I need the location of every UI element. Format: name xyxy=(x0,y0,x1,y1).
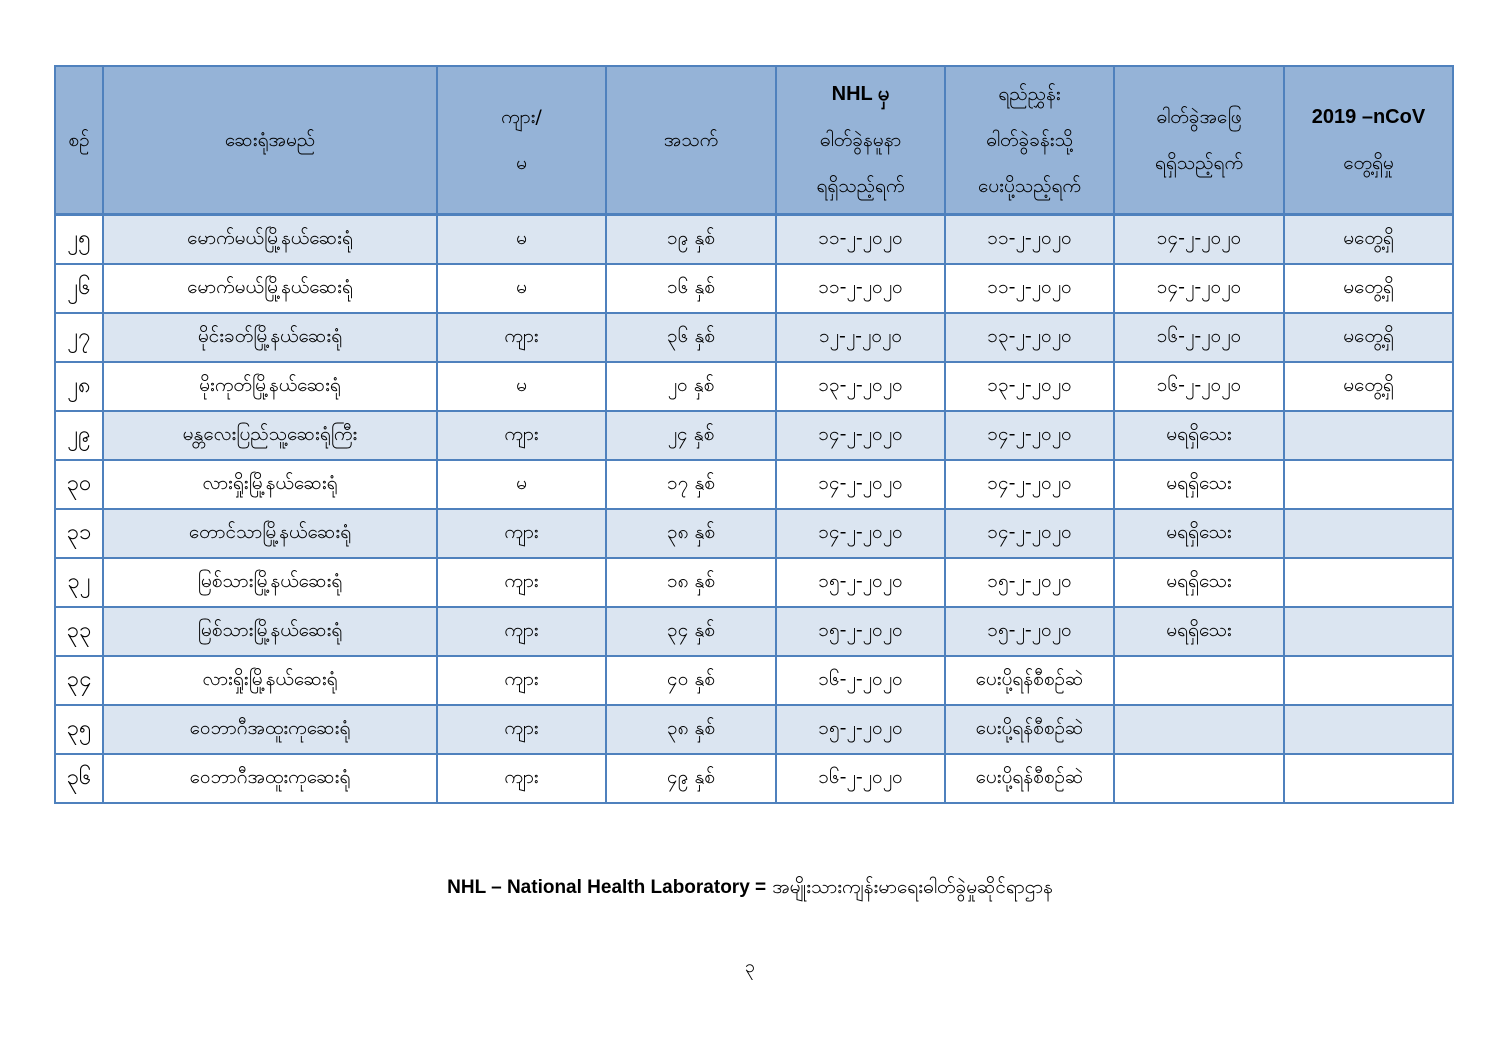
cell-age: ၁၆ နှစ် xyxy=(606,264,776,313)
header-sex: ကျား/ မ xyxy=(437,66,606,215)
cell-no: ၃၄ xyxy=(55,656,103,705)
cell-nhl-received: ၁၆-၂-၂၀၂၀ xyxy=(776,656,945,705)
table-row xyxy=(55,509,1453,558)
table-row xyxy=(55,460,1453,509)
table-body xyxy=(55,215,1453,804)
cell-sex: မ xyxy=(437,215,606,265)
cell-ncov xyxy=(1284,411,1453,460)
cell-nhl-received: ၁၄-၂-၂၀၂၀ xyxy=(776,411,945,460)
table-row xyxy=(55,656,1453,705)
cell-ncov: မတွေ့ရှိ xyxy=(1284,264,1453,313)
cell-sent-to-lab: ၁၄-၂-၂၀၂၀ xyxy=(945,411,1114,460)
cell-sex: မ xyxy=(437,362,606,411)
cell-age: ၃၈ နှစ် xyxy=(606,705,776,754)
cell-result-date: မရရှိသေး xyxy=(1114,607,1284,656)
cell-sex: မ xyxy=(437,264,606,313)
cell-ncov xyxy=(1284,656,1453,705)
cell-no: ၂၈ xyxy=(55,362,103,411)
cell-sent-to-lab: ၁၃-၂-၂၀၂၀ xyxy=(945,313,1114,362)
cell-ncov xyxy=(1284,460,1453,509)
table-row xyxy=(55,215,1453,265)
cell-result-date: ၁၄-၂-၂၀၂၀ xyxy=(1114,264,1284,313)
cell-hospital: မန္တလေးပြည်သူ့ဆေးရုံကြီး xyxy=(103,411,437,460)
cell-age: ၁၉ နှစ် xyxy=(606,215,776,265)
footnote xyxy=(0,875,1500,903)
cell-result-date xyxy=(1114,754,1284,803)
cell-sex: ကျား xyxy=(437,607,606,656)
cell-nhl-received: ၁၄-၂-၂၀၂၀ xyxy=(776,460,945,509)
cell-hospital: မြစ်သားမြို့နယ်ဆေးရုံ xyxy=(103,558,437,607)
table-header xyxy=(55,66,1453,215)
cell-age: ၃၄ နှစ် xyxy=(606,607,776,656)
cell-no: ၃၂ xyxy=(55,558,103,607)
cell-sent-to-lab: ၁၅-၂-၂၀၂၀ xyxy=(945,558,1114,607)
cell-no: ၃၁ xyxy=(55,509,103,558)
cell-sex: ကျား xyxy=(437,313,606,362)
cell-sex: ကျား xyxy=(437,509,606,558)
cell-sex: ကျား xyxy=(437,705,606,754)
cell-result-date: မရရှိသေး xyxy=(1114,509,1284,558)
cell-age: ၁၈ နှစ် xyxy=(606,558,776,607)
cell-hospital: မိုးကုတ်မြို့နယ်ဆေးရုံ xyxy=(103,362,437,411)
cell-result-date: ၁၆-၂-၂၀၂၀ xyxy=(1114,313,1284,362)
cell-age: ၂၀ နှစ် xyxy=(606,362,776,411)
cell-nhl-received: ၁၅-၂-၂၀၂၀ xyxy=(776,607,945,656)
cell-sent-to-lab: ၁၅-၂-၂၀၂၀ xyxy=(945,607,1114,656)
cell-hospital: လားရှိုးမြို့နယ်ဆေးရုံ xyxy=(103,460,437,509)
cell-nhl-received: ၁၁-၂-၂၀၂၀ xyxy=(776,264,945,313)
table-row xyxy=(55,362,1453,411)
table-row xyxy=(55,264,1453,313)
cell-result-date: မရရှိသေး xyxy=(1114,460,1284,509)
header-ncov: 2019 –nCoV တွေ့ရှိမှု xyxy=(1284,66,1453,215)
cell-sent-to-lab: ၁၃-၂-၂၀၂၀ xyxy=(945,362,1114,411)
cell-sent-to-lab: ပေးပို့ရန်စီစဉ်ဆဲ xyxy=(945,656,1114,705)
cell-sent-to-lab: ၁၁-၂-၂၀၂၀ xyxy=(945,264,1114,313)
cell-hospital: တောင်သာမြို့နယ်ဆေးရုံ xyxy=(103,509,437,558)
table-row xyxy=(55,607,1453,656)
header-no: စဉ် xyxy=(55,66,103,215)
results-table xyxy=(54,65,1454,804)
cell-nhl-received: ၁၆-၂-၂၀၂၀ xyxy=(776,754,945,803)
cell-no: ၂၇ xyxy=(55,313,103,362)
cell-result-date xyxy=(1114,656,1284,705)
header-sent-to-lab: ရည်ညွှန်း ဓါတ်ခွဲခန်းသို့ ပေးပို့သည့်ရက် xyxy=(945,66,1114,215)
cell-hospital: ဝေဘာဂီအထူးကုဆေးရုံ xyxy=(103,705,437,754)
cell-no: ၂၉ xyxy=(55,411,103,460)
cell-sent-to-lab: ပေးပို့ရန်စီစဉ်ဆဲ xyxy=(945,705,1114,754)
cell-age: ၂၄ နှစ် xyxy=(606,411,776,460)
cell-ncov xyxy=(1284,754,1453,803)
cell-sent-to-lab: ပေးပို့ရန်စီစဉ်ဆဲ xyxy=(945,754,1114,803)
cell-nhl-received: ၁၅-၂-၂၀၂၀ xyxy=(776,705,945,754)
cell-age: ၃၆ နှစ် xyxy=(606,313,776,362)
cell-age: ၁၇ နှစ် xyxy=(606,460,776,509)
cell-sex: ကျား xyxy=(437,411,606,460)
cell-result-date: မရရှိသေး xyxy=(1114,558,1284,607)
cell-ncov xyxy=(1284,509,1453,558)
cell-ncov: မတွေ့ရှိ xyxy=(1284,313,1453,362)
header-nhl-received: NHL မှ ဓါတ်ခွဲနမူနာ ရရှိသည့်ရက် xyxy=(776,66,945,215)
cell-result-date: မရရှိသေး xyxy=(1114,411,1284,460)
header-hospital: ဆေးရုံအမည် xyxy=(103,66,437,215)
footnote-abbreviation: NHL – National Health Laboratory = xyxy=(447,877,767,898)
header-age: အသက် xyxy=(606,66,776,215)
cell-result-date xyxy=(1114,705,1284,754)
cell-age: ၃၈ နှစ် xyxy=(606,509,776,558)
cell-nhl-received: ၁၁-၂-၂၀၂၀ xyxy=(776,215,945,265)
cell-nhl-received: ၁၂-၂-၂၀၂၀ xyxy=(776,313,945,362)
cell-ncov: မတွေ့ရှိ xyxy=(1284,362,1453,411)
cell-no: ၃၆ xyxy=(55,754,103,803)
cell-hospital: ဝေဘာဂီအထူးကုဆေးရုံ xyxy=(103,754,437,803)
cell-hospital: မောက်မယ်မြို့နယ်ဆေးရုံ xyxy=(103,215,437,265)
cell-hospital: မြစ်သားမြို့နယ်ဆေးရုံ xyxy=(103,607,437,656)
cell-sent-to-lab: ၁၄-၂-၂၀၂၀ xyxy=(945,509,1114,558)
cell-sex: ကျား xyxy=(437,558,606,607)
table-row xyxy=(55,558,1453,607)
cell-sex: မ xyxy=(437,460,606,509)
cell-no: ၃၃ xyxy=(55,607,103,656)
cell-nhl-received: ၁၃-၂-၂၀၂၀ xyxy=(776,362,945,411)
footnote-meaning: အမျိုးသားကျန်းမာရေးဓါတ်ခွဲမှုဆိုင်ရာဌာန xyxy=(772,876,1053,898)
cell-hospital: မိုင်းခတ်မြို့နယ်ဆေးရုံ xyxy=(103,313,437,362)
table-row xyxy=(55,411,1453,460)
cell-ncov xyxy=(1284,705,1453,754)
cell-ncov xyxy=(1284,558,1453,607)
cell-nhl-received: ၁၄-၂-၂၀၂၀ xyxy=(776,509,945,558)
cell-no: ၃၀ xyxy=(55,460,103,509)
cell-hospital: လားရှိုးမြို့နယ်ဆေးရုံ xyxy=(103,656,437,705)
cell-no: ၂၆ xyxy=(55,264,103,313)
header-result-date: ဓါတ်ခွဲအဖြေ ရရှိသည့်ရက် xyxy=(1114,66,1284,215)
cell-sent-to-lab: ၁၁-၂-၂၀၂၀ xyxy=(945,215,1114,265)
cell-result-date: ၁၄-၂-၂၀၂၀ xyxy=(1114,215,1284,265)
cell-age: ၄၉ နှစ် xyxy=(606,754,776,803)
cell-sex: ကျား xyxy=(437,656,606,705)
cell-age: ၄၀ နှစ် xyxy=(606,656,776,705)
page-number: ၃ xyxy=(744,956,756,977)
cell-ncov xyxy=(1284,607,1453,656)
cell-ncov: မတွေ့ရှိ xyxy=(1284,215,1453,265)
cell-sent-to-lab: ၁၄-၂-၂၀၂၀ xyxy=(945,460,1114,509)
table-row xyxy=(55,705,1453,754)
cell-sex: ကျား xyxy=(437,754,606,803)
cell-no: ၃၅ xyxy=(55,705,103,754)
cell-nhl-received: ၁၅-၂-၂၀၂၀ xyxy=(776,558,945,607)
cell-result-date: ၁၆-၂-၂၀၂၀ xyxy=(1114,362,1284,411)
table-row xyxy=(55,313,1453,362)
table-row xyxy=(55,754,1453,803)
cell-no: ၂၅ xyxy=(55,215,103,265)
cell-hospital: မောက်မယ်မြို့နယ်ဆေးရုံ xyxy=(103,264,437,313)
